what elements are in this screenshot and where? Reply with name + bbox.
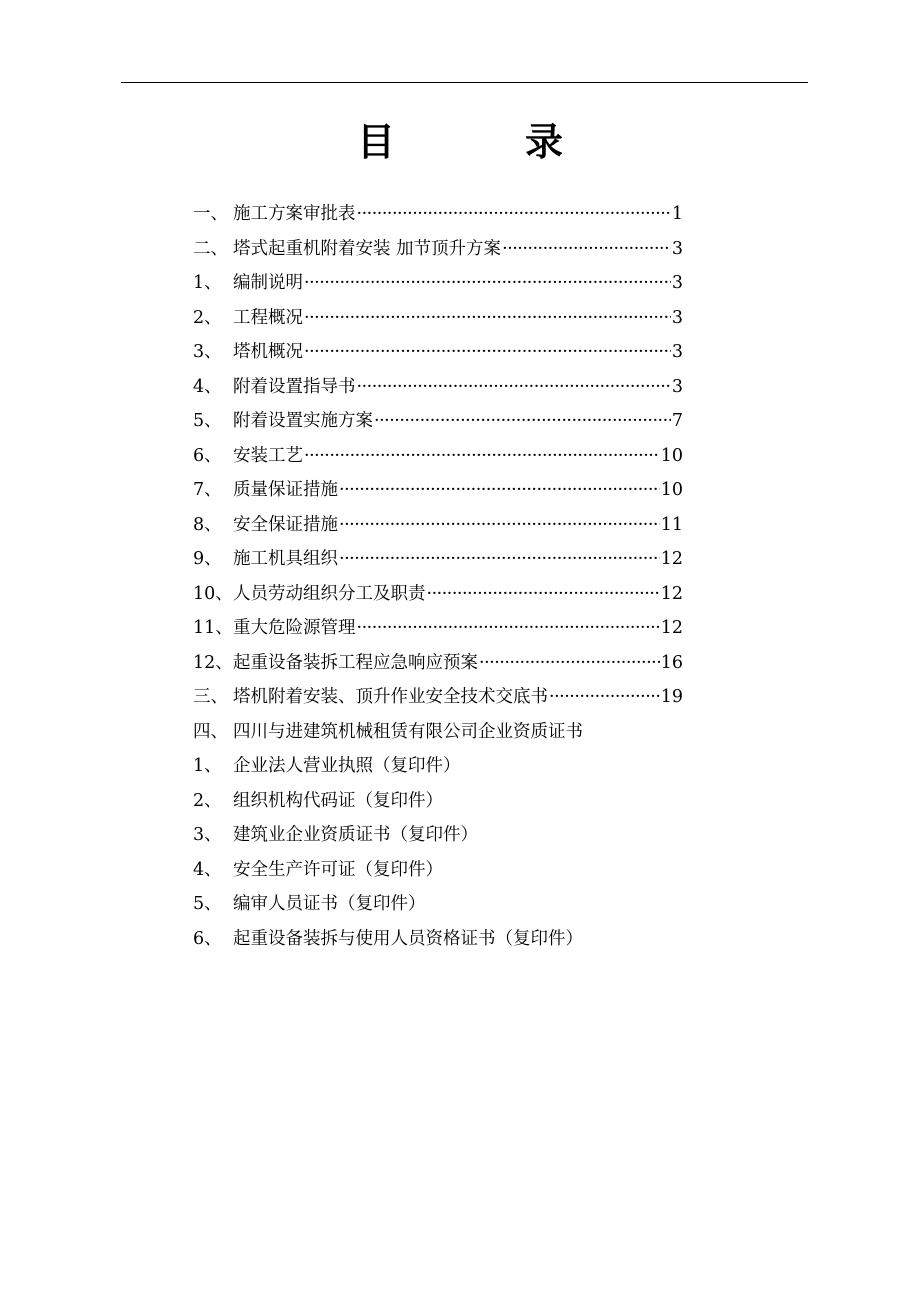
page-title: 目 录 bbox=[356, 119, 609, 164]
toc-entry-title: 四川与进建筑机械租赁有限公司企业资质证书 bbox=[233, 721, 583, 742]
toc-entry-number: 6、 bbox=[193, 445, 222, 466]
toc-entry-page: 16 bbox=[660, 652, 683, 673]
toc-entry[interactable] bbox=[193, 407, 683, 442]
toc-entry-title: 企业法人营业执照（复印件） bbox=[233, 756, 461, 776]
toc-entry-title: 起重设备装拆与使用人员资格证书（复印件） bbox=[233, 928, 583, 949]
toc-leader-dots bbox=[339, 511, 660, 539]
toc-entry-number: 12、 bbox=[193, 652, 233, 673]
toc-entry[interactable] bbox=[193, 545, 683, 580]
toc-leader-dots bbox=[339, 476, 660, 504]
toc-entry-number: 3、 bbox=[193, 825, 222, 845]
toc-entry-number: 5、 bbox=[193, 411, 222, 431]
header-rule bbox=[121, 82, 808, 83]
toc-leader-dots bbox=[339, 545, 660, 573]
toc-entry[interactable] bbox=[193, 200, 683, 235]
toc-entry-title: 附着设置实施方案 bbox=[233, 411, 373, 431]
toc-entry-number: 8、 bbox=[193, 514, 222, 535]
toc-leader-dots bbox=[374, 407, 671, 435]
toc-entry-title: 建筑业企业资质证书（复印件） bbox=[233, 825, 478, 845]
toc-entry[interactable] bbox=[193, 683, 683, 718]
toc-leader-dots bbox=[427, 580, 660, 608]
toc-entry-number: 2、 bbox=[193, 307, 222, 328]
toc-entry-title: 人员劳动组织分工及职责 bbox=[233, 583, 426, 604]
toc-entry-number: 4、 bbox=[193, 376, 222, 397]
toc-leader-dots bbox=[357, 373, 671, 401]
toc-entry-title: 安全生产许可证（复印件） bbox=[233, 859, 443, 880]
toc-entry[interactable] bbox=[193, 890, 683, 925]
toc-entry-page: 3 bbox=[671, 342, 683, 362]
toc-entry-title: 塔机附着安装、顶升作业安全技术交底书 bbox=[233, 687, 548, 707]
toc-entry-number: 5、 bbox=[193, 894, 222, 914]
toc-entry-title: 质量保证措施 bbox=[233, 480, 338, 500]
toc-entry-title: 安装工艺 bbox=[233, 445, 303, 466]
toc-entry-number: 3、 bbox=[193, 342, 222, 362]
toc-entry[interactable] bbox=[193, 269, 683, 304]
toc-entry[interactable] bbox=[193, 235, 683, 270]
toc-entry-page: 3 bbox=[671, 307, 683, 328]
toc-entry[interactable] bbox=[193, 649, 683, 684]
toc-entry-page: 1 bbox=[671, 204, 683, 224]
toc-entry-title: 塔式起重机附着安装 加节顶升方案 bbox=[233, 238, 502, 259]
toc-entry-title: 编审人员证书（复印件） bbox=[233, 894, 426, 914]
toc-entry-page: 12 bbox=[660, 618, 683, 638]
toc-leader-dots bbox=[357, 200, 671, 228]
toc-entry[interactable] bbox=[193, 373, 683, 408]
toc-entry-page: 10 bbox=[660, 480, 683, 500]
toc-entry-title: 施工方案审批表 bbox=[233, 204, 356, 224]
toc-entry-page: 3 bbox=[671, 273, 683, 293]
toc-leader-dots bbox=[304, 338, 671, 366]
toc-leader-dots bbox=[304, 442, 660, 470]
toc-entry-number: 11、 bbox=[193, 618, 233, 638]
toc-entry-number: 6、 bbox=[193, 928, 222, 949]
toc-entry[interactable] bbox=[193, 338, 683, 373]
toc-entry-title: 安全保证措施 bbox=[233, 514, 338, 535]
toc-entry[interactable] bbox=[193, 614, 683, 649]
toc-entry-number: 10、 bbox=[193, 583, 233, 604]
table-of-contents bbox=[193, 200, 683, 959]
toc-entry[interactable] bbox=[193, 718, 683, 753]
toc-entry[interactable] bbox=[193, 856, 683, 891]
toc-entry-title: 编制说明 bbox=[233, 273, 303, 293]
toc-entry[interactable] bbox=[193, 752, 683, 787]
toc-entry-page: 12 bbox=[660, 549, 683, 569]
toc-entry[interactable] bbox=[193, 511, 683, 546]
toc-entry-title: 组织机构代码证（复印件） bbox=[233, 790, 443, 811]
toc-entry[interactable] bbox=[193, 442, 683, 477]
toc-entry-number: 1、 bbox=[193, 756, 222, 776]
toc-leader-dots bbox=[549, 683, 660, 711]
toc-entry-title: 工程概况 bbox=[233, 307, 303, 328]
toc-entry-number: 三、 bbox=[193, 687, 228, 707]
toc-entry[interactable] bbox=[193, 476, 683, 511]
toc-entry-title: 起重设备装拆工程应急响应预案 bbox=[233, 652, 478, 673]
toc-entry-page: 11 bbox=[660, 514, 683, 535]
toc-leader-dots bbox=[479, 649, 660, 677]
toc-leader-dots bbox=[357, 614, 660, 642]
toc-entry-number: 9、 bbox=[193, 549, 222, 569]
toc-entry-page: 10 bbox=[660, 445, 683, 466]
toc-entry-number: 一、 bbox=[193, 204, 228, 224]
toc-entry-page: 3 bbox=[671, 376, 683, 397]
toc-entry[interactable] bbox=[193, 821, 683, 856]
toc-entry-page: 19 bbox=[660, 687, 683, 707]
toc-leader-dots bbox=[304, 269, 671, 297]
toc-entry-title: 塔机概况 bbox=[233, 342, 303, 362]
toc-leader-dots bbox=[502, 235, 671, 263]
toc-entry-page: 7 bbox=[671, 411, 683, 431]
toc-entry[interactable] bbox=[193, 304, 683, 339]
toc-entry-page: 3 bbox=[671, 238, 683, 259]
toc-entry-number: 二、 bbox=[193, 238, 228, 259]
toc-entry-title: 附着设置指导书 bbox=[233, 376, 356, 397]
toc-entry[interactable] bbox=[193, 925, 683, 960]
toc-entry[interactable] bbox=[193, 580, 683, 615]
toc-entry-number: 1、 bbox=[193, 273, 222, 293]
toc-entry-number: 四、 bbox=[193, 721, 228, 742]
toc-entry[interactable] bbox=[193, 787, 683, 822]
toc-leader-dots bbox=[304, 304, 671, 332]
toc-entry-title: 施工机具组织 bbox=[233, 549, 338, 569]
toc-entry-page: 12 bbox=[660, 583, 683, 604]
toc-entry-number: 2、 bbox=[193, 790, 222, 811]
toc-entry-number: 7、 bbox=[193, 480, 222, 500]
toc-entry-number: 4、 bbox=[193, 859, 222, 880]
toc-entry-title: 重大危险源管理 bbox=[233, 618, 356, 638]
